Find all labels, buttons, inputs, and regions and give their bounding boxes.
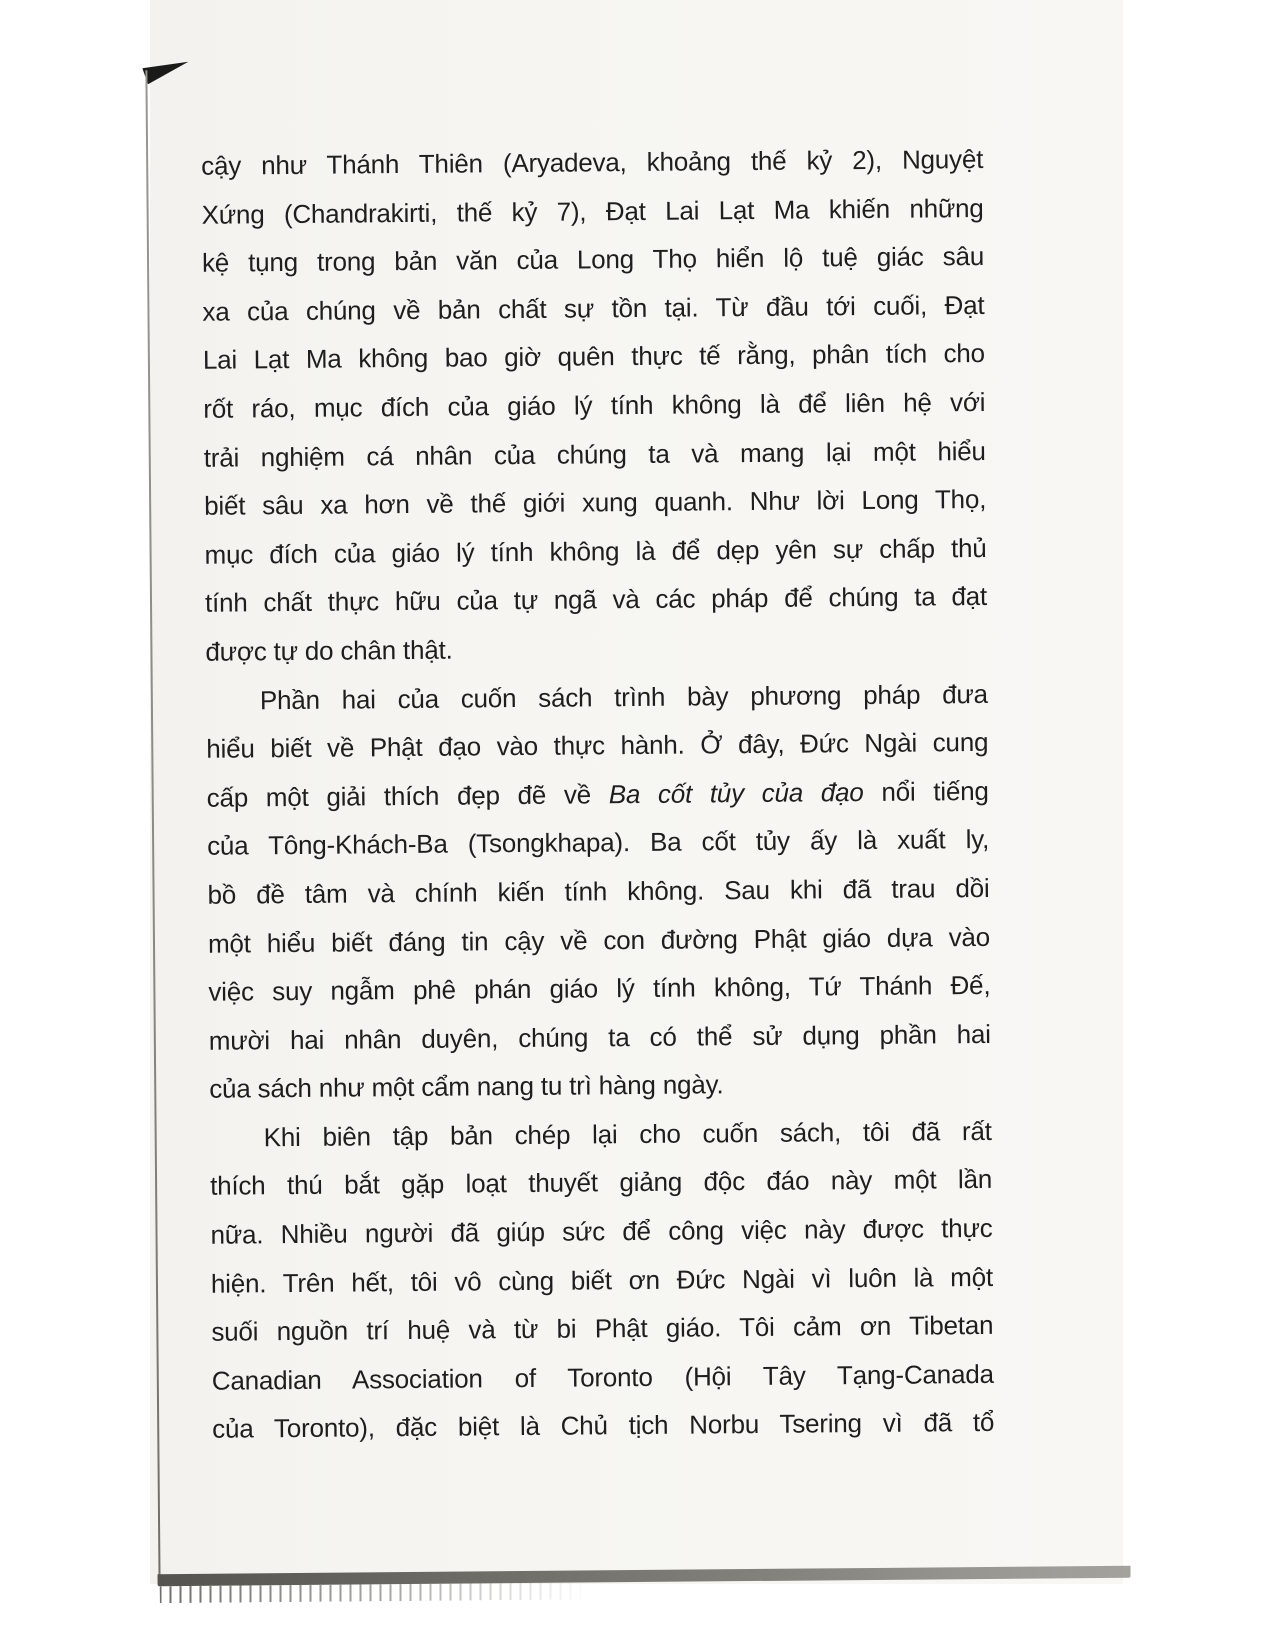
paragraph bbox=[201, 135, 988, 676]
text-segment: của Tông-Khách-Ba (Tsongkhapa). Ba cốt tủy ấy là xuất ly, bbox=[207, 824, 990, 862]
text-segment: biết sâu xa hơn về thế giới xung quanh. Như lời Long Thọ, bbox=[204, 484, 987, 521]
text-line bbox=[203, 329, 985, 384]
text-segment: nổi tiếng bbox=[863, 775, 989, 807]
text-segment: một hiểu biết đáng tin cậy về con đường Phật giáo dựa vào bbox=[207, 921, 991, 959]
italic-phrase: Ba cốt tủy của đạo bbox=[608, 776, 864, 809]
text-segment: hiểu biết về Phật đạo vào thực hành. Ở đây, Đức Ngài cung bbox=[206, 727, 989, 764]
text-segment: bồ đề tâm và chính kiến tính không. Sau khi đã trau dồi bbox=[207, 872, 990, 910]
text-line bbox=[207, 815, 989, 870]
text-segment: xa của chúng về bản chất sự tồn tại. Từ đầu tới cuối, Đạt bbox=[202, 289, 985, 327]
text-line bbox=[207, 864, 989, 919]
page-edge-ticks bbox=[160, 1582, 590, 1603]
text-line bbox=[209, 1010, 991, 1065]
text-segment: cấp một giải thích đẹp đẽ về bbox=[206, 778, 609, 813]
scanned-page bbox=[150, 0, 1123, 1584]
text-line bbox=[210, 1204, 992, 1259]
text-segment: kệ tụng trong bản văn của Long Thọ hiển lộ tuệ giác sâu bbox=[201, 241, 985, 278]
text-line bbox=[209, 1058, 991, 1113]
page-corner-fold-mark bbox=[142, 61, 188, 84]
text-line bbox=[212, 1398, 994, 1453]
text-line bbox=[205, 572, 987, 627]
page-bottom-edge-shadow bbox=[157, 1566, 1130, 1586]
page-left-edge-line bbox=[145, 70, 160, 1576]
text-segment: của sách như một cẩm nang tu trì hàng ngày. bbox=[209, 1069, 724, 1105]
page-text-block bbox=[201, 135, 994, 1454]
text-line bbox=[204, 475, 986, 530]
text-segment: rốt ráo, mục đích của giáo lý tính không là để liên hệ với bbox=[203, 386, 986, 424]
text-segment: tính chất thực hữu của tự ngã và các pháp để chúng ta đạt bbox=[204, 581, 988, 619]
text-segment: của Toronto), đặc biệt là Chủ tịch Norbu Tsering vì đã tổ bbox=[212, 1407, 995, 1445]
text-segment: suối nguồn trí huệ và từ bi Phật giáo. Tôi cảm ơn Tibetan bbox=[211, 1310, 994, 1347]
text-line bbox=[211, 1253, 993, 1308]
text-segment: hiện. Trên hết, tôi vô cùng biết ơn Đức Ngài vì luôn là một bbox=[210, 1261, 994, 1299]
text-line bbox=[208, 961, 990, 1016]
text-segment: việc suy ngẫm phê phán giáo lý tính không, Tứ Thánh Đế, bbox=[208, 970, 991, 1007]
text-line bbox=[201, 184, 983, 239]
text-segment: nữa. Nhiều người đã giúp sức để công việc này được thực bbox=[210, 1212, 993, 1250]
text-line bbox=[202, 281, 984, 336]
text-line bbox=[207, 767, 989, 822]
text-line bbox=[210, 1155, 992, 1210]
text-line bbox=[209, 1107, 991, 1162]
paragraph bbox=[206, 669, 992, 1113]
text-segment: thích thú bắt gặp loạt thuyết giảng độc đáo này một lần bbox=[209, 1164, 993, 1202]
text-line bbox=[212, 1350, 994, 1405]
paragraph bbox=[209, 1107, 994, 1454]
text-segment: mục đích của giáo lý tính không là để dẹp yên sự chấp thủ bbox=[204, 532, 987, 570]
text-line bbox=[202, 232, 984, 287]
text-segment: cậy như Thánh Thiên (Aryadeva, khoảng thế kỷ 2), Nguyệt bbox=[201, 143, 984, 181]
text-line bbox=[201, 135, 983, 190]
text-segment: trải nghiệm cá nhân của chúng ta và mang lại một hiểu bbox=[203, 435, 986, 473]
text-segment: mười hai nhân duyên, chúng ta có thể sử dụng phần hai bbox=[208, 1018, 991, 1056]
text-line bbox=[205, 621, 987, 676]
text-segment: Xứng (Chandrakirti, thế kỷ 7), Đạt Lai Lạt Ma khiến những bbox=[201, 192, 984, 230]
text-segment: Canadian Association of Toronto (Hội Tây Tạng-Canada bbox=[211, 1358, 994, 1396]
text-segment: Phần hai của cuốn sách trình bày phương pháp đưa bbox=[259, 678, 988, 715]
page-skew-wrapper bbox=[144, 0, 1131, 1588]
text-line bbox=[208, 912, 990, 967]
text-line bbox=[204, 524, 986, 579]
text-line bbox=[211, 1301, 993, 1356]
text-line bbox=[204, 427, 986, 482]
text-line bbox=[203, 378, 985, 433]
text-line bbox=[206, 718, 988, 773]
text-segment: Khi biên tập bản chép lại cho cuốn sách, tôi đã rất bbox=[263, 1115, 992, 1153]
text-segment: được tự do chân thật. bbox=[205, 634, 453, 667]
text-segment: Lai Lạt Ma không bao giờ quên thực tế rằng, phân tích cho bbox=[202, 338, 986, 376]
text-line bbox=[206, 669, 988, 724]
